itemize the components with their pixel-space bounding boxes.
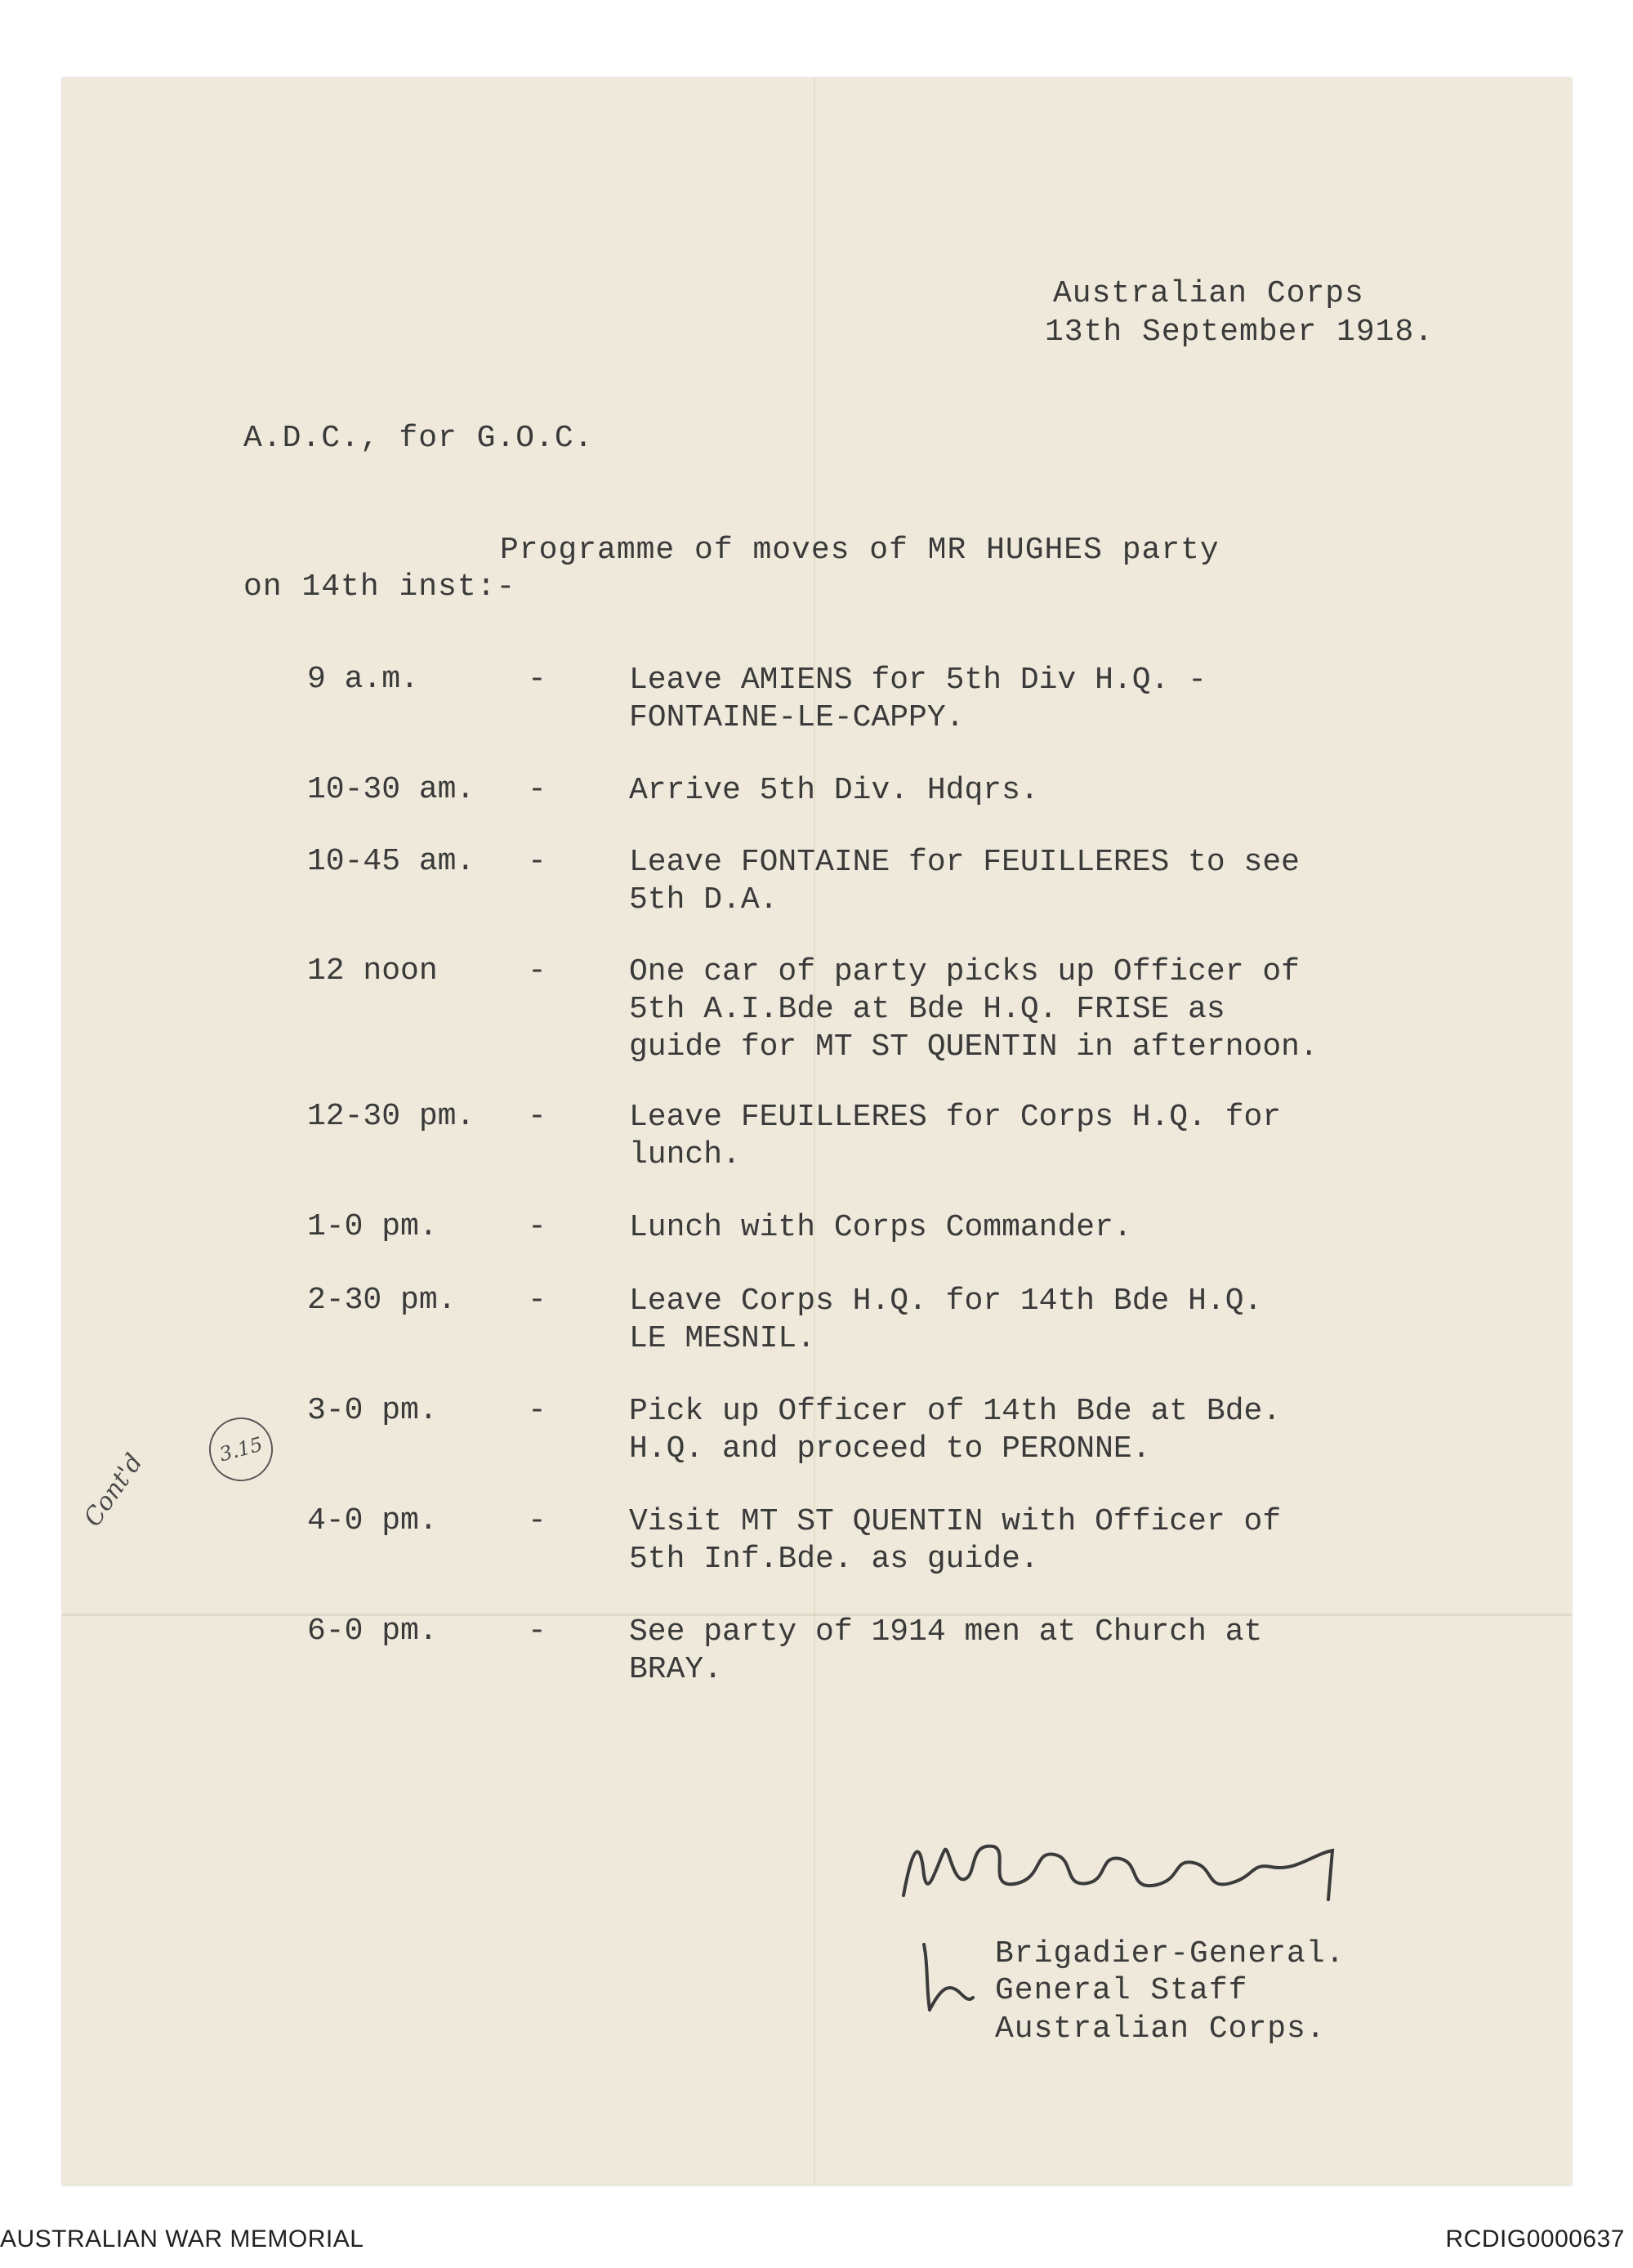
addressee: A.D.C., for G.O.C. <box>243 421 594 456</box>
schedule-time: 6-0 pm. <box>307 1614 438 1649</box>
schedule-time: 12-30 pm. <box>307 1099 475 1134</box>
schedule-time: 12 noon <box>307 953 438 989</box>
margin-note: Cont'd <box>78 1449 149 1533</box>
schedule-dash: - <box>528 953 547 989</box>
schedule-description: Visit MT ST QUENTIN with Officer of 5th Inf.Bde. as guide. <box>629 1504 1282 1577</box>
signature-title-2: General Staff <box>995 1973 1248 2008</box>
schedule-time: 10-30 am. <box>307 772 475 807</box>
footer-credit: AUSTRALIAN WAR MEMORIAL <box>0 2226 364 2252</box>
schedule-dash: - <box>528 772 547 807</box>
schedule-dash: - <box>528 1209 547 1244</box>
header-place: Australian Corps <box>1053 276 1364 311</box>
schedule-description: Leave FONTAINE for FEUILLERES to see 5th D.A. <box>629 845 1300 917</box>
schedule-description: Pick up Officer of 14th Bde at Bde. H.Q. and proceed to PERONNE. <box>629 1394 1282 1467</box>
schedule-description: One car of party picks up Officer of 5th A.I.Bde at Bde H.Q. FRISE as guide for MT ST QUENTIN in afternoon. <box>629 954 1318 1065</box>
schedule-time: 3-0 pm. <box>307 1393 438 1428</box>
schedule-dash: - <box>528 844 547 879</box>
initial-mark <box>912 1932 977 2014</box>
footer-identifier: RCDIG0000637 <box>1445 2226 1625 2252</box>
schedule-time: 9 a.m. <box>307 662 419 697</box>
signature-title-3: Australian Corps. <box>995 2011 1326 2047</box>
schedule-description: Leave FEUILLERES for Corps H.Q. for lunch. <box>629 1100 1282 1172</box>
signature-title-1: Brigadier-General. <box>995 1936 1345 1971</box>
intro-line-2: on 14th inst:- <box>243 569 516 605</box>
circled-annotation: 3.15 <box>202 1410 280 1489</box>
schedule-description: Leave Corps H.Q. for 14th Bde H.Q. LE MESNIL. <box>629 1284 1263 1356</box>
header-date: 13th September 1918. <box>1045 315 1434 350</box>
document-paper <box>62 78 1572 2185</box>
schedule-dash: - <box>528 1614 547 1649</box>
intro-line-1: Programme of moves of MR HUGHES party <box>500 533 1220 568</box>
schedule-description: Lunch with Corps Commander. <box>629 1210 1132 1245</box>
schedule-dash: - <box>528 1099 547 1134</box>
schedule-description: Leave AMIENS for 5th Div H.Q. - FONTAINE-LE-CAPPY. <box>629 663 1207 735</box>
schedule-dash: - <box>528 1393 547 1428</box>
schedule-dash: - <box>528 1503 547 1538</box>
schedule-dash: - <box>528 1283 547 1318</box>
schedule-description: Arrive 5th Div. Hdqrs. <box>629 773 1039 808</box>
schedule-dash: - <box>528 662 547 697</box>
schedule-description: See party of 1914 men at Church at BRAY. <box>629 1614 1263 1687</box>
schedule-time: 1-0 pm. <box>307 1209 438 1244</box>
schedule-time: 2-30 pm. <box>307 1283 457 1318</box>
schedule-time: 10-45 am. <box>307 844 475 879</box>
schedule-time: 4-0 pm. <box>307 1503 438 1538</box>
signature-mark <box>887 1818 1345 1916</box>
